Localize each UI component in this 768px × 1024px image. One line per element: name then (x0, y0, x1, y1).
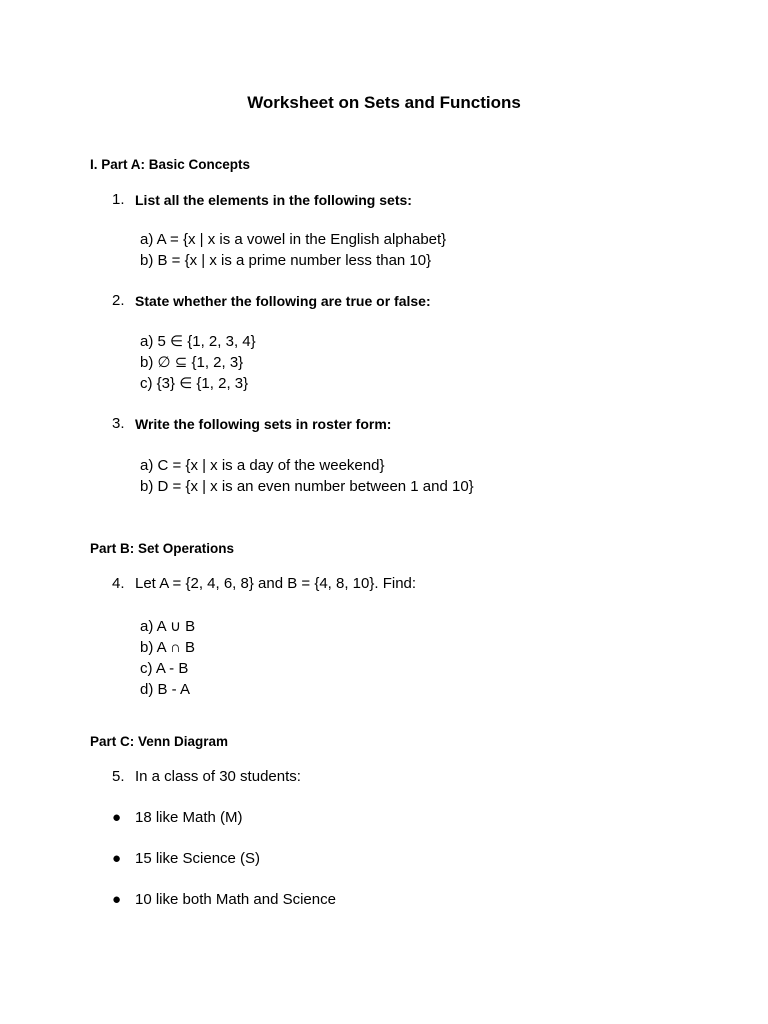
list-item: a) A ∪ B (140, 618, 196, 635)
question-text: Let A = {2, 4, 6, 8} and B = {4, 8, 10}. Find: (135, 575, 417, 592)
worksheet-title: Worksheet on Sets and Functions (247, 93, 521, 112)
list-item: b) ∅ ⊆ {1, 2, 3} (140, 354, 244, 371)
bullet-item: 18 like Math (M) (135, 809, 243, 826)
list-item: b) D = {x | x is an even number between 1 and 10} (140, 478, 474, 495)
list-item: c) {3} ∈ {1, 2, 3} (140, 375, 249, 392)
bullet-item: 15 like Science (S) (135, 850, 261, 867)
list-item: a) A = {x | x is a vowel in the English alphabet} (140, 231, 447, 248)
list-item: b) B = {x | x is a prime number less than 10} (140, 252, 432, 269)
list-item: a) C = {x | x is a day of the weekend} (140, 457, 385, 474)
question-text: State whether the following are true or false: (135, 293, 431, 309)
bullet-item: 10 like both Math and Science (135, 891, 336, 908)
question-number: 4. (112, 575, 125, 592)
question-number: 1. (112, 191, 125, 208)
list-item: a) 5 ∈ {1, 2, 3, 4} (140, 333, 256, 350)
bullet-icon: ● (112, 891, 122, 908)
section-heading-part-a: I. Part A: Basic Concepts (90, 157, 251, 172)
question-text: In a class of 30 students: (135, 768, 301, 785)
question-number: 3. (112, 415, 125, 432)
section-heading-part-c: Part C: Venn Diagram (90, 734, 229, 749)
section-heading-part-b: Part B: Set Operations (90, 541, 235, 556)
bullet-icon: ● (112, 809, 122, 826)
question-text: List all the elements in the following sets: (135, 192, 412, 208)
bullet-icon: ● (112, 850, 122, 867)
question-number: 5. (112, 768, 125, 785)
question-text: Write the following sets in roster form: (135, 416, 392, 432)
list-item: b) A ∩ B (140, 639, 195, 656)
question-number: 2. (112, 292, 125, 309)
list-item: c) A - B (140, 660, 189, 677)
list-item: d) B - A (140, 681, 191, 698)
